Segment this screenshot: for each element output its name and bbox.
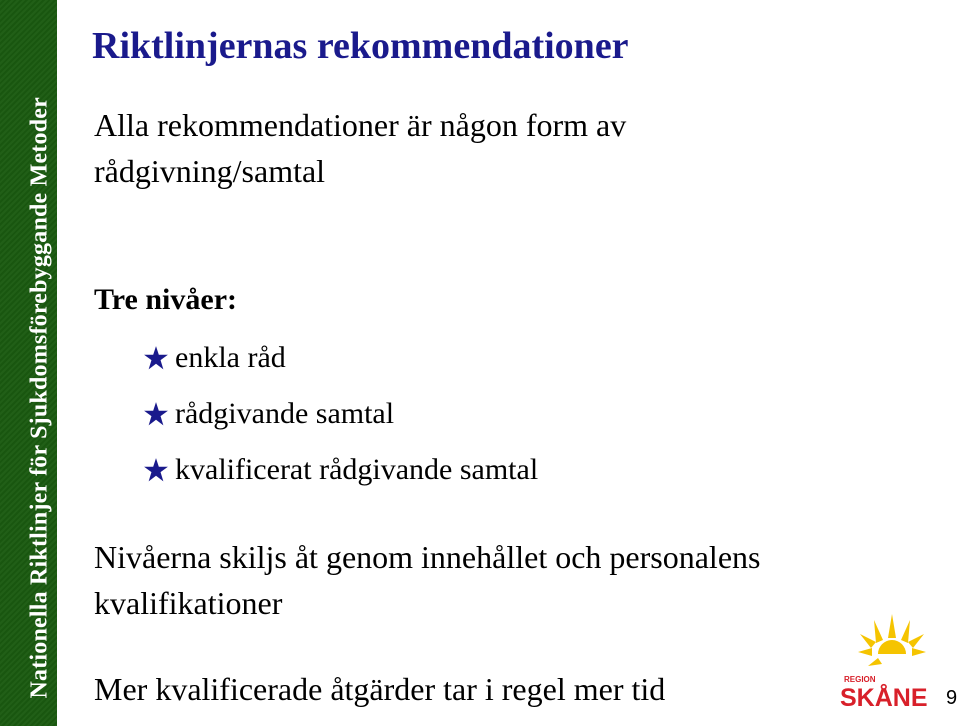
sidebar-band [0,0,57,726]
slide-title: Riktlinjernas rekommendationer [92,25,629,67]
level-item-label: kvalificerat rådgivande samtal [175,453,539,486]
page-number: 9 [946,687,958,709]
intro-paragraph [94,102,626,194]
levels-heading: Tre nivåer: [94,283,238,316]
level-item-label: enkla råd [175,341,286,374]
sidebar-caption: Nationella Riktlinjer för Sjukdomsförebyggande Metoder [26,97,53,699]
closing-statement: Mer kvalificerade åtgärder tar i regel mer tid [94,671,666,707]
distinction-line-1: Nivåerna skiljs åt genom innehållet och personalens [94,539,761,575]
star-icon [143,345,169,371]
level-item-3 [143,442,538,498]
distinction-paragraph [94,534,760,626]
distinction-line-2: kvalifikationer [94,585,283,621]
sun-icon [858,614,926,666]
star-icon [143,401,169,427]
levels-list [143,330,538,498]
intro-line-1: Alla rekommendationer är någon form av [94,107,627,143]
level-item-label: rådgivande samtal [175,397,395,430]
star-icon [143,457,169,483]
logo-region-text: REGION [844,675,876,684]
intro-line-2: rådgivning/samtal [94,153,326,189]
level-item-1 [143,330,538,386]
region-skane-logo [838,612,946,712]
logo-name-text: SKÅNE [840,684,928,712]
level-item-2 [143,386,538,442]
